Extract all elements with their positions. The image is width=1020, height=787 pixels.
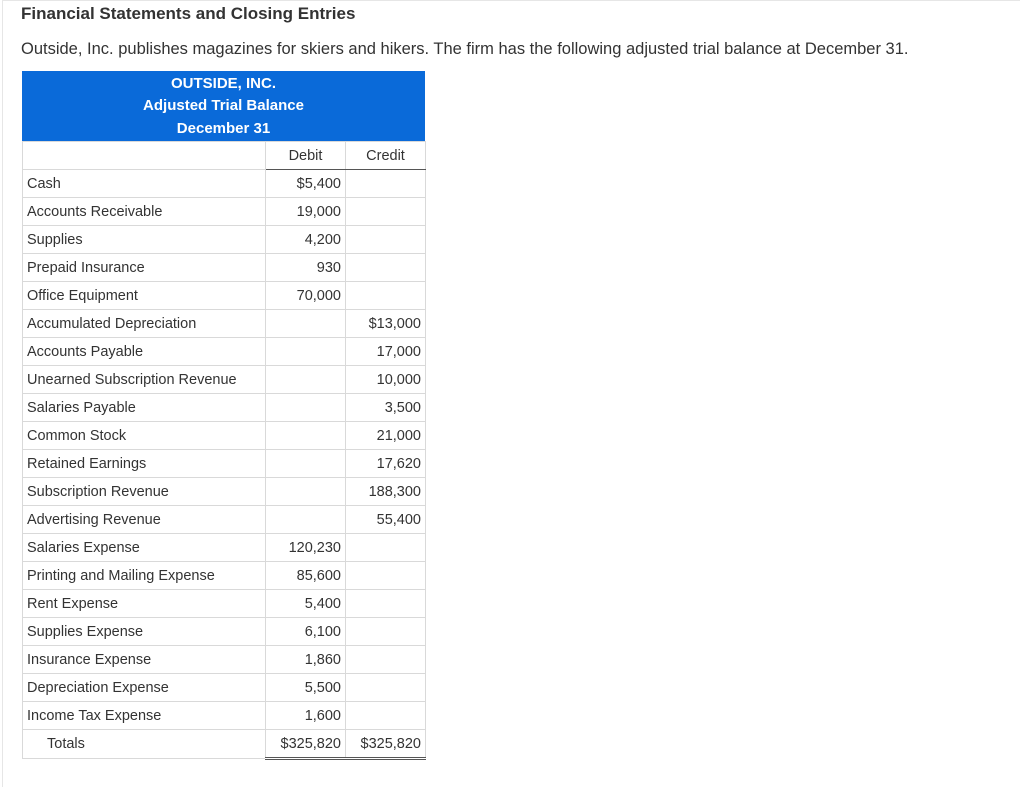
problem-intro: Outside, Inc. publishes magazines for skiers and hikers. The firm has the following adjusted trial balance at December 31.: [21, 40, 909, 58]
credit-amount-cell: [346, 646, 426, 674]
credit-amount-cell: [346, 254, 426, 282]
credit-amount-cell: 55,400: [346, 506, 426, 534]
table-row: [23, 310, 426, 338]
account-name-cell: Accounts Payable: [23, 338, 266, 366]
account-name-cell: Common Stock: [23, 422, 266, 450]
table-row: [23, 198, 426, 226]
table-row: [23, 226, 426, 254]
table-row: [23, 534, 426, 562]
account-name-cell: Subscription Revenue: [23, 478, 266, 506]
debit-amount-cell: 4,200: [266, 226, 346, 254]
debit-amount-cell: [266, 478, 346, 506]
debit-amount-cell: [266, 394, 346, 422]
debit-amount-cell: 1,600: [266, 702, 346, 730]
account-name-cell: Retained Earnings: [23, 450, 266, 478]
account-name-cell: Supplies: [23, 226, 266, 254]
debit-amount-cell: 70,000: [266, 282, 346, 310]
credit-amount-cell: 17,000: [346, 338, 426, 366]
account-name-cell: Advertising Revenue: [23, 506, 266, 534]
table-row: [23, 422, 426, 450]
total-credit: $325,820: [346, 730, 426, 759]
debit-amount-cell: [266, 338, 346, 366]
totals-label: Totals: [23, 730, 266, 759]
table-row: [23, 506, 426, 534]
credit-amount-cell: [346, 282, 426, 310]
credit-amount-cell: [346, 198, 426, 226]
credit-amount-cell: [346, 562, 426, 590]
table-row: [23, 170, 426, 198]
credit-amount-cell: 188,300: [346, 478, 426, 506]
table-row: [23, 394, 426, 422]
table-row: [23, 562, 426, 590]
debit-amount-cell: [266, 422, 346, 450]
left-border: [2, 0, 3, 787]
debit-amount-cell: 1,860: [266, 646, 346, 674]
account-name-cell: Depreciation Expense: [23, 674, 266, 702]
account-name-cell: Rent Expense: [23, 590, 266, 618]
trial-balance-header: [22, 71, 425, 141]
debit-amount-cell: [266, 310, 346, 338]
debit-amount-cell: 120,230: [266, 534, 346, 562]
credit-amount-cell: [346, 618, 426, 646]
credit-amount-cell: 10,000: [346, 366, 426, 394]
table-row: [23, 282, 426, 310]
table-row: [23, 338, 426, 366]
account-name-cell: Accumulated Depreciation: [23, 310, 266, 338]
credit-amount-cell: [346, 534, 426, 562]
debit-header: Debit: [266, 142, 346, 170]
debit-amount-cell: 930: [266, 254, 346, 282]
credit-amount-cell: $13,000: [346, 310, 426, 338]
statement-name: Adjusted Trial Balance: [143, 97, 304, 114]
credit-amount-cell: 3,500: [346, 394, 426, 422]
column-header-row: [23, 142, 426, 170]
table-row: [23, 702, 426, 730]
page-title: Financial Statements and Closing Entries: [21, 4, 356, 23]
account-name-cell: Office Equipment: [23, 282, 266, 310]
account-name-cell: Salaries Expense: [23, 534, 266, 562]
table-row: [23, 254, 426, 282]
debit-amount-cell: $5,400: [266, 170, 346, 198]
total-debit: $325,820: [266, 730, 346, 759]
company-name: OUTSIDE, INC.: [170, 75, 276, 92]
account-header-cell: [23, 142, 266, 170]
debit-amount-cell: 5,400: [266, 590, 346, 618]
account-name-cell: Accounts Receivable: [23, 198, 266, 226]
account-name-cell: Printing and Mailing Expense: [23, 562, 266, 590]
table-row: [23, 590, 426, 618]
credit-amount-cell: [346, 590, 426, 618]
credit-header: Credit: [346, 142, 426, 170]
trial-balance-body: [23, 142, 426, 759]
credit-amount-cell: [346, 674, 426, 702]
account-name-cell: Insurance Expense: [23, 646, 266, 674]
table-row: [23, 366, 426, 394]
trial-balance-table: [22, 141, 426, 760]
debit-amount-cell: 5,500: [266, 674, 346, 702]
credit-amount-cell: 17,620: [346, 450, 426, 478]
account-name-cell: Income Tax Expense: [23, 702, 266, 730]
top-border: [2, 0, 1020, 1]
debit-amount-cell: [266, 366, 346, 394]
table-row: [23, 674, 426, 702]
table-row: [23, 450, 426, 478]
credit-amount-cell: [346, 170, 426, 198]
account-name-cell: Unearned Subscription Revenue: [23, 366, 266, 394]
account-name-cell: Cash: [23, 170, 266, 198]
debit-amount-cell: [266, 450, 346, 478]
table-row: [23, 646, 426, 674]
table-row: [23, 618, 426, 646]
debit-amount-cell: [266, 506, 346, 534]
credit-amount-cell: 21,000: [346, 422, 426, 450]
debit-amount-cell: 6,100: [266, 618, 346, 646]
debit-amount-cell: 85,600: [266, 562, 346, 590]
table-row: [23, 478, 426, 506]
statement-date: December 31: [176, 120, 271, 137]
debit-amount-cell: 19,000: [266, 198, 346, 226]
account-name-cell: Salaries Payable: [23, 394, 266, 422]
account-name-cell: Prepaid Insurance: [23, 254, 266, 282]
totals-row: [23, 730, 426, 759]
credit-amount-cell: [346, 226, 426, 254]
credit-amount-cell: [346, 702, 426, 730]
account-name-cell: Supplies Expense: [23, 618, 266, 646]
